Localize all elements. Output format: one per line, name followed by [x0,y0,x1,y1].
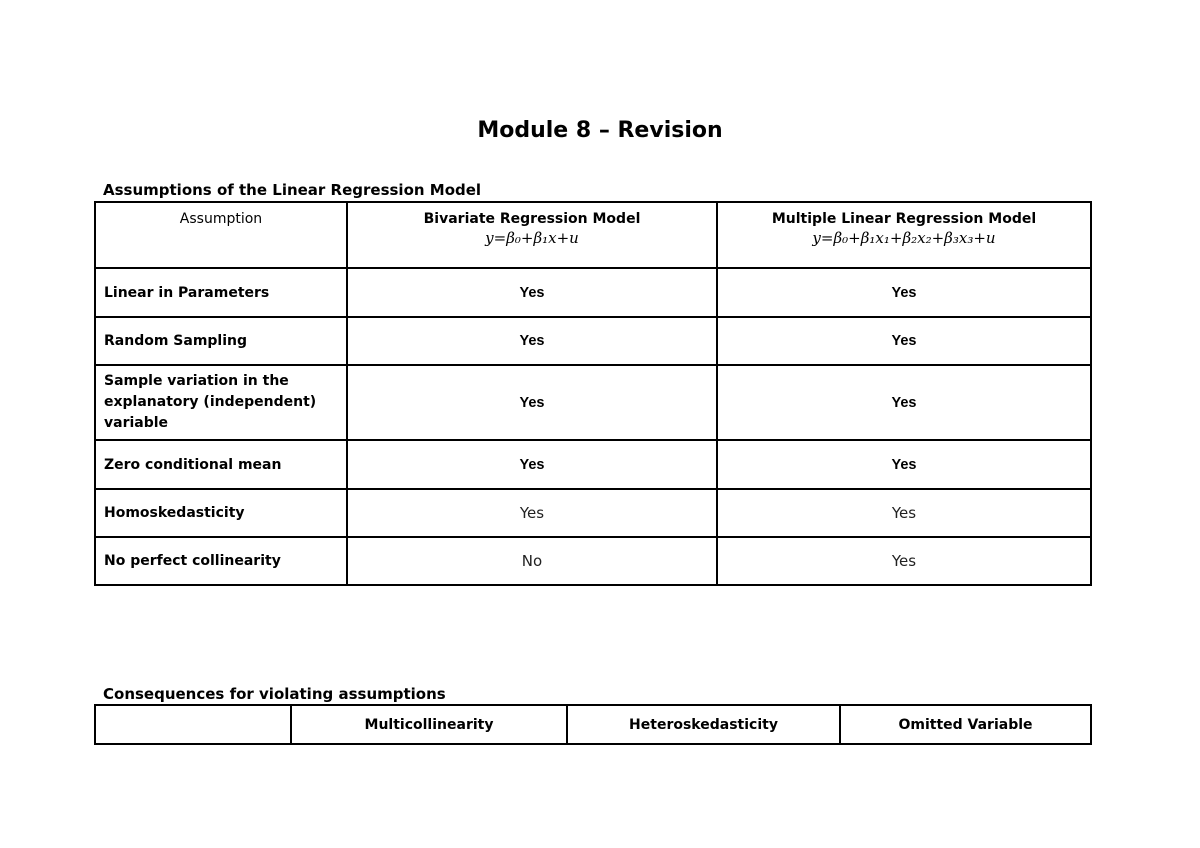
row-bivariate: Yes [347,317,717,365]
page-title: Module 8 – Revision [477,118,723,143]
table-row [95,365,1091,440]
assumptions-table [94,201,1092,586]
row-multiple: Yes [717,317,1091,365]
table-header-row [95,705,1091,744]
row-assumption: No perfect collinearity [95,537,347,585]
row-bivariate: Yes [347,365,717,440]
header-multiple-label: Multiple Linear Regression Model [771,211,1037,227]
row-multiple: Yes [717,365,1091,440]
header-bivariate-label: Bivariate Regression Model [423,211,641,227]
row-bivariate: Yes [347,440,717,489]
row-multiple: Yes [717,537,1091,585]
row-assumption: Zero conditional mean [95,440,347,489]
header-multicollinearity: Multicollinearity [291,705,567,744]
row-assumption: Linear in Parameters [95,268,347,317]
row-bivariate: No [347,537,717,585]
header-bivariate [347,202,717,268]
header-omitted-variable: Omitted Variable [840,705,1091,744]
row-assumption: Homoskedasticity [95,489,347,537]
consequences-table [94,704,1092,745]
table-row [95,268,1091,317]
header-heteroskedasticity: Heteroskedasticity [567,705,840,744]
row-bivariate: Yes [347,268,717,317]
row-multiple: Yes [717,440,1091,489]
table-row [95,537,1091,585]
consequences-heading: Consequences for violating assumptions [103,685,446,703]
table-row [95,440,1091,489]
row-bivariate: Yes [347,489,717,537]
assumptions-heading: Assumptions of the Linear Regression Model [103,181,482,199]
bivariate-formula: y=β₀+β₁x+u [485,229,579,247]
multiple-formula: y=β₀+β₁x₁+β₂x₂+β₃x₃+u [812,229,996,247]
row-multiple: Yes [717,268,1091,317]
table-header-row [95,202,1091,268]
row-assumption: Random Sampling [95,317,347,365]
row-multiple: Yes [717,489,1091,537]
row-assumption: Sample variation in the explanatory (independent) variable [95,365,347,440]
header-empty [95,705,291,744]
header-multiple [717,202,1091,268]
table-row [95,489,1091,537]
header-assumption: Assumption [95,202,347,268]
table-row [95,317,1091,365]
